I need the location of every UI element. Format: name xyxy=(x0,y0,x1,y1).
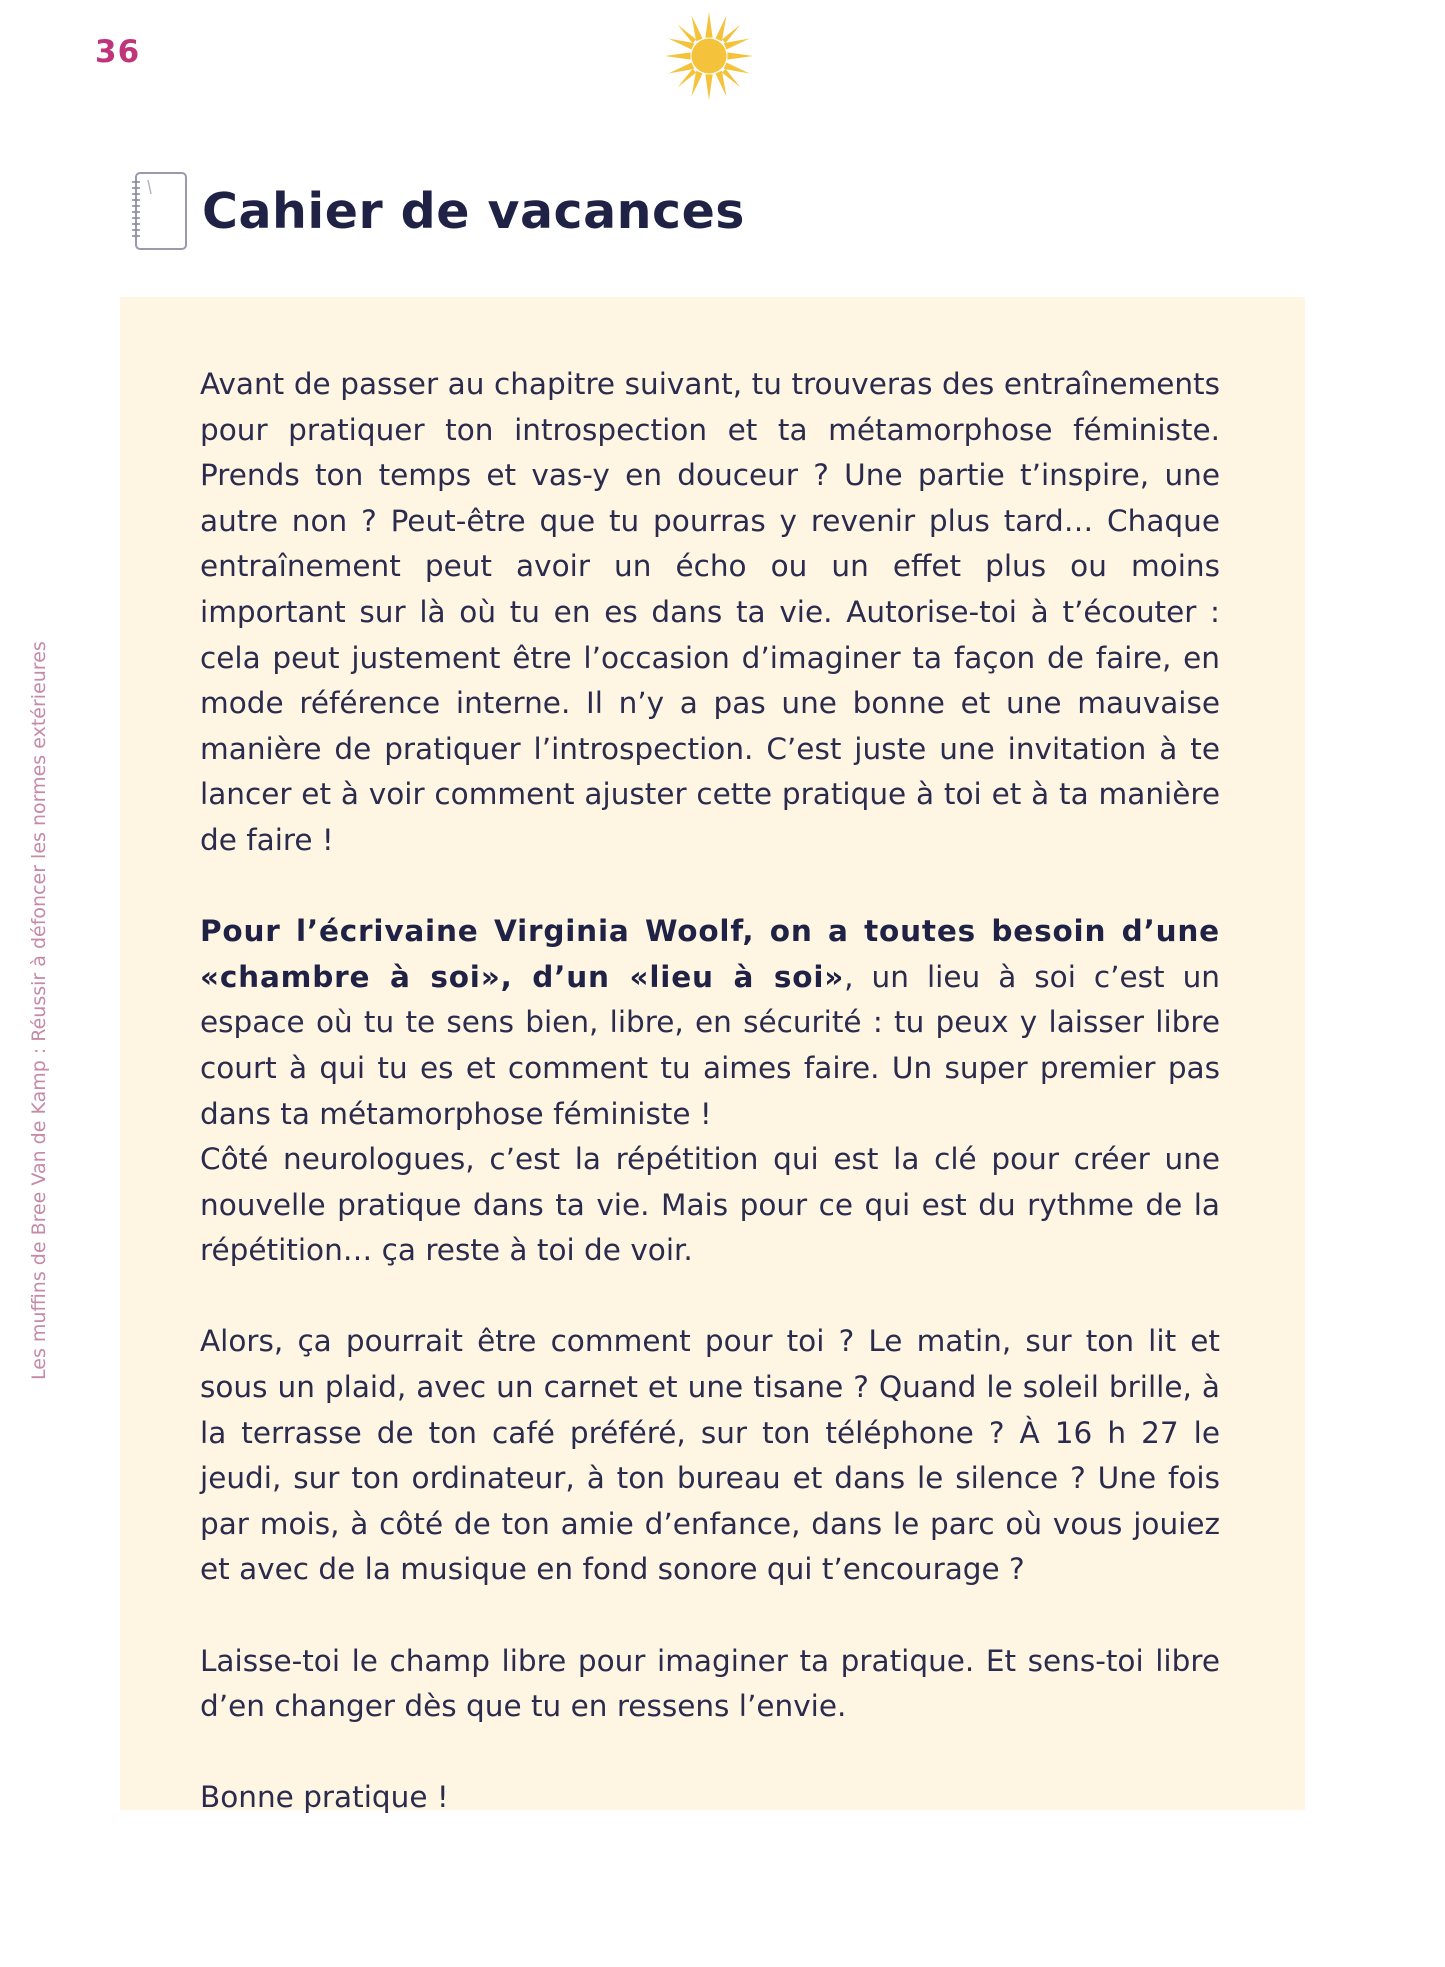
woolf-quote: Pour l’écrivaine Virginia Woolf, on a toutes besoin d’une «chambre à soi», d’un «lieu à soi» xyxy=(200,914,1220,994)
paragraph-neurologists: Côté neurologues, c’est la répétition qui est la clé pour créer une nouvelle pratique dans ta vie. Mais pour ce qui est du rythme de la répétition… ça reste à toi de voir. xyxy=(200,1142,1220,1268)
paragraph-freedom: Laisse-toi le champ libre pour imaginer ta pratique. Et sens-toi libre d’en changer dès que tu en ressens l’envie. xyxy=(200,1643,1220,1724)
page-number: 36 xyxy=(95,34,141,70)
paragraph-questions: Alors, ça pourrait être comment pour toi ? Le matin, sur ton lit et sous un plaid, avec un carnet et une tisane ? Quand le soleil brille, à la terrasse de ton café préféré, sur ton téléphone ? À 16 h 27 le jeudi, sur ton ordinateur, à ton bureau et dans le silence ? Une fois par mois, à côté de ton amie d’enfance, dans le parc où vous jouiez et avec de la musique en fond sonore qui t’encourage ? xyxy=(200,1324,1220,1587)
side-caption: Les muffins de Bree Van de Kamp : Réussir à défoncer les normes extérieures xyxy=(28,641,50,1380)
section-header xyxy=(126,170,745,252)
page-title: Cahier de vacances xyxy=(202,182,745,240)
sun-icon xyxy=(663,10,755,102)
paragraph-closing: Bonne pratique ! xyxy=(200,1780,449,1815)
paragraph-intro: Avant de passer au chapitre suivant, tu trouveras des entraînements pour pratiquer ton introspection et ta métamorphose féministe. Prends ton temps et vas-y en douceur ? Une partie t’inspire, une autre non ? Peut-être que tu pourras y revenir plus tard… Chaque entraînement peut avoir un écho ou un effet plus ou moins important sur là où tu en es dans ta vie. Autorise-toi à t’écouter : cela peut justement être l’occasion d’imaginer ta façon de faire, en mode référence interne. Il n’y a pas une bonne et une mauvaise manière de pratiquer l’introspection. C’est juste une invitation à te lancer et à voir comment ajuster cette pratique à toi et à ta manière de faire ! xyxy=(200,367,1220,857)
woolf-text: , un lieu à soi c’est un espace où tu te sens bien, libre, en sécurité : tu peux y laisser libre court à qui tu es et comment tu aimes faire. Un super premier pas dans ta métamorphose féministe ! xyxy=(200,959,1220,1131)
paragraph-woolf xyxy=(200,909,1220,1137)
body-text xyxy=(200,362,1220,1821)
notebook-icon xyxy=(126,170,190,252)
